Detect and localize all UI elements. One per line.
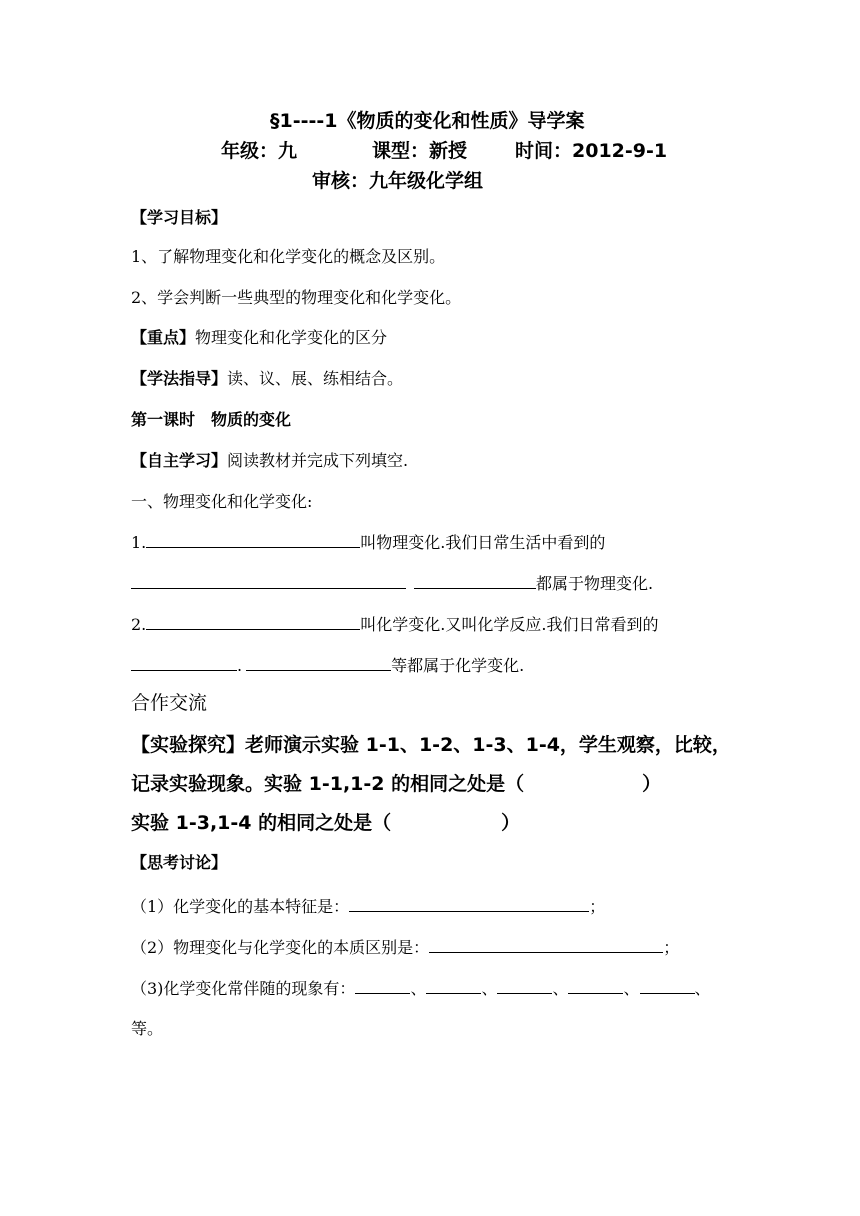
dq3-sep-5: 、 — [694, 979, 711, 998]
q2-tail: 等都属于化学变化. — [391, 656, 525, 675]
method-line — [131, 369, 403, 389]
experiment-line-1 — [131, 733, 731, 757]
q1-number: 1. — [131, 533, 147, 552]
lesson-type-field: 课型：新授 — [372, 140, 468, 162]
q2-text: 叫化学变化.又叫化学反应.我们日常看到的 — [360, 615, 659, 634]
q1-blank[interactable] — [146, 532, 360, 548]
fill-question-2-cont — [131, 655, 524, 676]
lesson-title: 第一课时 物质的变化 — [131, 410, 292, 429]
q2-blank-examples-1[interactable] — [131, 655, 237, 671]
reviewer-field: 审核：九年级化学组 — [312, 170, 484, 192]
dq1-text: （1）化学变化的基本特征是： — [131, 897, 350, 916]
experiment-text-1: 老师演示实验 1-1、1-2、1-3、1-4，学生观察，比较， — [245, 734, 731, 756]
experiment-close-1: ） — [642, 773, 662, 795]
key-point-label: 【重点】 — [131, 328, 196, 347]
fill-question-1 — [131, 532, 605, 553]
experiment-text-2: 记录实验现象。实验 1-1,1-2 的相同之处是（ — [131, 773, 525, 795]
objective-item-1: 1、了解物理变化和化学变化的概念及区别。 — [131, 247, 446, 266]
method-text: 读、议、展、练相结合。 — [227, 369, 404, 388]
experiment-text-3: 实验 1-3,1-4 的相同之处是（ — [131, 812, 392, 834]
dq3-sep-3: 、 — [552, 979, 569, 998]
dq3-text: （3)化学变化常伴随的现象有： — [131, 979, 356, 998]
discussion-question-2 — [131, 937, 679, 958]
discussion-question-3 — [131, 978, 711, 999]
experiment-line-3 — [131, 811, 520, 835]
dq3-blank-2[interactable] — [426, 978, 481, 994]
q2-number: 2. — [131, 615, 147, 634]
experiment-label: 【实验探究】 — [131, 734, 246, 756]
date-field: 时间：2012-9-1 — [515, 140, 668, 162]
dq3-blank-4[interactable] — [568, 978, 623, 994]
section-heading: 一、物理变化和化学变化: — [131, 492, 313, 511]
dq2-blank[interactable] — [429, 937, 663, 953]
dq1-blank[interactable] — [349, 896, 589, 912]
dq1-end: ； — [589, 897, 606, 916]
q1-blank-examples-1[interactable] — [131, 573, 406, 589]
discussion-question-3-end: 等。 — [131, 1019, 164, 1038]
experiment-close-2: ） — [501, 812, 521, 834]
dq2-text: （2）物理变化与化学变化的本质区别是： — [131, 938, 430, 957]
method-label: 【学法指导】 — [131, 369, 228, 388]
dq3-sep-4: 、 — [623, 979, 640, 998]
document-title: §1----1《物质的变化和性质》导学案 — [270, 110, 585, 132]
fill-question-2 — [131, 614, 658, 635]
objective-item-2: 2、学会判断一些典型的物理变化和化学变化。 — [131, 288, 462, 307]
dq3-sep-2: 、 — [481, 979, 498, 998]
q1-tail: 都属于物理变化. — [536, 574, 654, 593]
dq2-end: ； — [663, 938, 680, 957]
q1-text: 叫物理变化.我们日常生活中看到的 — [360, 533, 606, 552]
dq3-sep-1: 、 — [410, 979, 427, 998]
discussion-heading: 【思考讨论】 — [131, 853, 228, 872]
q2-blank-examples-2[interactable] — [246, 655, 391, 671]
discussion-question-1 — [131, 896, 605, 917]
dq3-blank-3[interactable] — [497, 978, 552, 994]
dq3-blank-1[interactable] — [355, 978, 410, 994]
q2-blank[interactable] — [146, 614, 360, 630]
fill-question-1-cont — [131, 573, 653, 594]
experiment-line-2 — [131, 772, 661, 796]
key-point-text: 物理变化和化学变化的区分 — [195, 328, 388, 347]
grade-field: 年级：九 — [221, 140, 298, 162]
q1-blank-examples-2[interactable] — [414, 573, 536, 589]
dq3-blank-5[interactable] — [640, 978, 695, 994]
self-study-text: 阅读教材并完成下列填空. — [227, 451, 409, 470]
key-point-line — [131, 328, 387, 348]
self-study-line — [131, 451, 408, 471]
objectives-heading: 【学习目标】 — [131, 208, 228, 227]
self-study-label: 【自主学习】 — [131, 451, 228, 470]
cooperation-title: 合作交流 — [131, 692, 208, 714]
q2-separator: . — [237, 656, 243, 675]
